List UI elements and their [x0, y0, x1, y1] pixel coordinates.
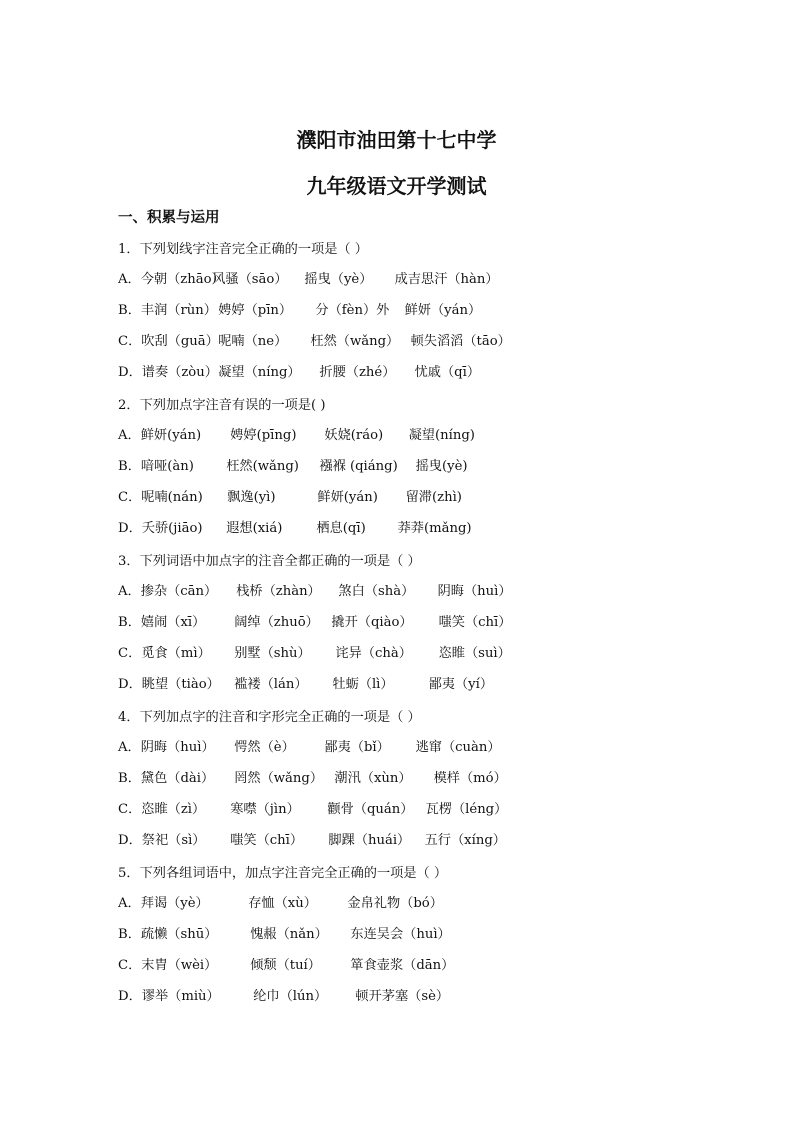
option-word: 鲜妍（yán）	[404, 303, 482, 318]
option-row	[118, 299, 481, 318]
option-word: 诧异（chà）	[335, 646, 412, 661]
option-b-word: B．黛色（dài）	[118, 771, 215, 786]
option-word: 嗤笑（chī）	[230, 833, 304, 848]
option-row	[118, 954, 454, 973]
option-word: 枉然(wǎng)	[226, 459, 299, 474]
question-stem: 1．下列划线字注音完全正确的一项是（ ）	[118, 242, 368, 257]
option-word: 罔然（wǎng）	[234, 771, 324, 786]
option-word: 金帛礼物（bó）	[347, 896, 443, 911]
option-word: 颧骨（quán）	[327, 802, 414, 817]
option-word: 呢喃（ne）	[218, 334, 288, 349]
school-title: 濮阳市油田第十七中学	[296, 128, 497, 152]
option-row	[118, 611, 511, 630]
option-a-word: A．今朝（zhāo）	[118, 272, 225, 287]
option-b-word: B．嬉闹（xī）	[118, 615, 206, 630]
option-word: 脚踝（huái）	[328, 833, 411, 848]
option-word: 分（fèn）外	[315, 303, 390, 318]
question-stem: 3．下列词语中加点字的注音全都正确的一项是（ ）	[118, 554, 421, 569]
question-stem: 2．下列加点字注音有误的一项是( )	[118, 398, 326, 413]
option-row	[118, 798, 507, 817]
option-b-word: B．喑哑(àn)	[118, 459, 194, 474]
option-word: 箪食壶浆（dān）	[350, 958, 455, 973]
option-row	[118, 424, 475, 443]
option-word: 枉然（wǎng）	[310, 334, 400, 349]
option-row	[118, 580, 512, 599]
option-row	[118, 642, 511, 661]
option-c-word: C．末胄（wèi）	[118, 958, 218, 973]
option-word: 煞白（shà）	[338, 584, 415, 599]
option-word: 凝望（níng）	[218, 365, 301, 380]
option-d-word: D．祭祀（sì）	[118, 833, 206, 848]
option-word: 忧戚（qī）	[414, 365, 481, 380]
option-row	[118, 829, 506, 848]
option-c-word: C．恣睢（zì）	[118, 802, 206, 817]
option-word: 凝望(níng)	[408, 428, 475, 443]
option-word: 娉婷(pīng)	[230, 428, 297, 443]
option-word: 褴褛（lán）	[234, 677, 308, 692]
option-word: 嗤笑（chī）	[438, 615, 512, 630]
option-word: 愧赧（nǎn）	[250, 927, 328, 942]
option-row	[118, 361, 480, 380]
option-c-word: C．呢喃(nán)	[118, 490, 203, 505]
option-row	[118, 767, 507, 786]
option-word: 寒噤（jìn）	[230, 802, 300, 817]
option-word: 摇曳(yè)	[415, 459, 468, 474]
option-word: 愕然（è）	[234, 740, 295, 755]
option-word: 模样（mó）	[433, 771, 507, 786]
option-d-word: D．谬举（miù）	[118, 989, 220, 1004]
option-word: 摇曳（yè）	[304, 272, 373, 287]
option-a-word: A．掺杂（cān）	[118, 584, 218, 599]
option-row	[118, 330, 511, 349]
option-word: 瓦楞（léng）	[425, 802, 508, 817]
option-word: 东连吴会（huì）	[350, 927, 451, 942]
option-word: 阴晦（huì）	[437, 584, 512, 599]
option-word: 顿开茅塞（sè）	[355, 989, 450, 1004]
option-row	[118, 736, 501, 755]
option-word: 留滞(zhì)	[405, 490, 462, 505]
option-d-word: D．夭骄(jiāo)	[118, 521, 203, 536]
option-b-word: B．疏懒（shū）	[118, 927, 218, 942]
option-row	[118, 923, 451, 942]
option-word: 别墅（shù）	[234, 646, 311, 661]
option-a-word: A．鲜妍(yán)	[118, 428, 202, 443]
option-word: 飘逸(yì)	[227, 490, 276, 505]
option-word: 五行（xíng）	[424, 833, 506, 848]
option-word: 鲜妍(yán)	[317, 490, 378, 505]
option-d-word: D．眺望（tiào）	[118, 677, 220, 692]
option-c-word: C．吹刮（guā）	[118, 334, 219, 349]
option-word: 撬开（qiào）	[331, 615, 413, 630]
option-word: 折腰（zhé）	[319, 365, 396, 380]
question-stem: 5．下列各组词语中，加点字注音完全正确的一项是（ ）	[118, 866, 448, 881]
option-word: 阔绰（zhuō）	[234, 615, 319, 630]
exam-title: 九年级语文开学测试	[306, 174, 487, 198]
option-row	[118, 892, 443, 911]
option-word: 遐想(xiá)	[226, 521, 283, 536]
option-word: 栈桥（zhàn）	[236, 584, 321, 599]
option-a-word: A．阴晦（huì）	[118, 740, 215, 755]
option-word: 鄙夷（yí）	[428, 677, 494, 692]
option-word: 存恤（xù）	[248, 896, 317, 911]
option-d-word: D．谱奏（zòu）	[118, 365, 218, 380]
option-row	[118, 985, 449, 1004]
option-row	[118, 517, 472, 536]
option-word: 恣睢（suì）	[438, 646, 511, 661]
option-c-word: C．觅食（mì）	[118, 646, 211, 661]
option-word: 顿失滔滔（tāo）	[410, 334, 511, 349]
option-word: 栖息(qī)	[316, 521, 366, 536]
option-row	[118, 673, 493, 692]
option-word: 风骚（sāo）	[212, 272, 288, 287]
option-word: 纶巾（lún）	[253, 989, 328, 1004]
option-a-word: A．拜谒（yè）	[118, 896, 209, 911]
option-word: 妖娆(ráo)	[324, 428, 384, 443]
option-word: 鄙夷（bǐ）	[324, 740, 390, 755]
option-b-word: B．丰润（rùn）	[118, 303, 217, 318]
option-row	[118, 486, 462, 505]
option-word: 倾颓（tuí）	[250, 958, 321, 973]
option-word: 逃窜（cuàn）	[415, 740, 501, 755]
option-word: 娉婷（pīn）	[218, 303, 293, 318]
option-word: 襁褓 (qiáng)	[319, 459, 398, 474]
question-stem: 4．下列加点字的注音和字形完全正确的一项是（ ）	[118, 710, 421, 725]
option-word: 潮汛（xùn）	[334, 771, 412, 786]
option-word: 莽莽(mǎng)	[397, 521, 472, 536]
section-heading: 一、积累与运用	[118, 210, 220, 226]
option-word: 成吉思汗（hàn）	[394, 272, 499, 287]
option-row	[118, 268, 499, 287]
option-row	[118, 455, 468, 474]
option-word: 牡蛎（lì）	[332, 677, 394, 692]
